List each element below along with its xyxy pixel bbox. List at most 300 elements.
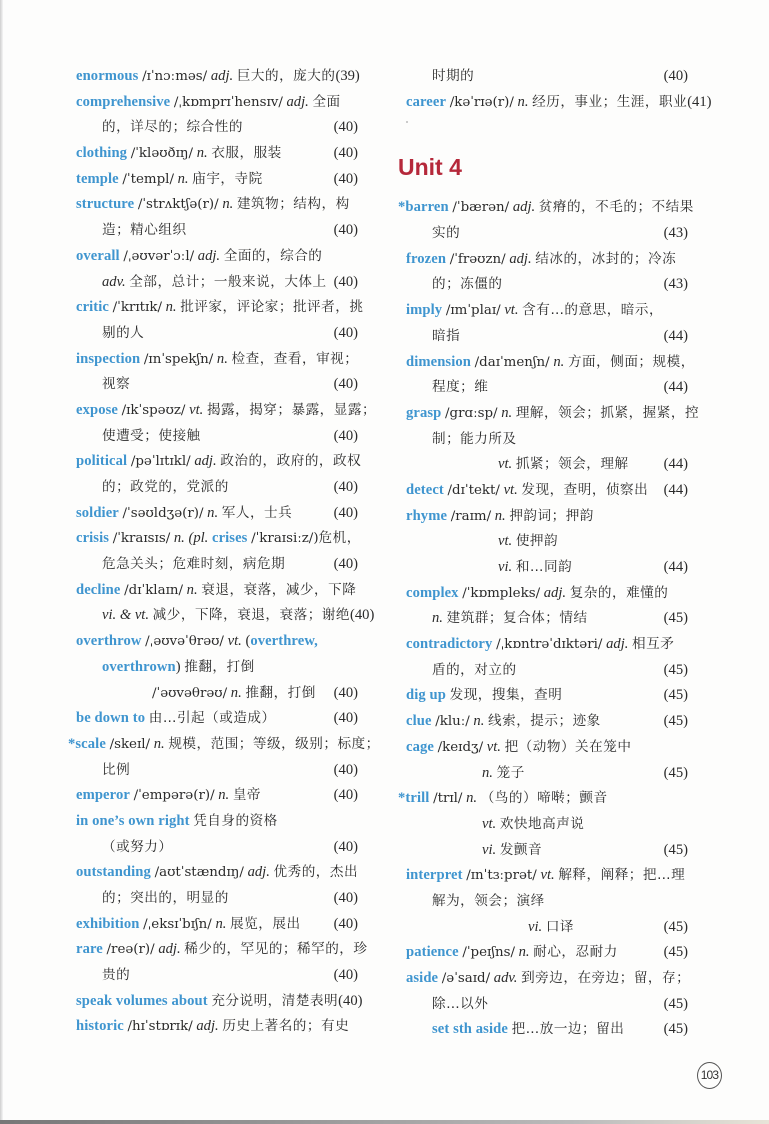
plural-label: (pl. [188,530,209,547]
part-of-speech: n. [173,530,185,547]
page-ref: (45) [663,661,688,678]
entry-rhyme [398,504,688,530]
headword: soldier [76,504,119,521]
phonetic: /ˌeksɪˈbɪʃn/ [143,916,212,932]
part-of-speech: adj. [543,584,567,601]
entry-barren-cont [398,221,688,247]
headword: interpret [406,867,463,884]
part-of-speech: adj. [158,941,181,958]
entry-set-sth-aside [398,1017,688,1043]
headword: crisis [76,530,110,547]
part-of-speech: n. [216,350,228,367]
entry-trill-sense2 [398,812,688,838]
part-of-speech: n. [222,196,234,213]
entry-temple [68,167,358,193]
definition: 经历，事业；生涯，职业 [532,93,688,110]
definition: 理解，领会；抓紧，握紧，控 [515,404,700,421]
definition: 规模，范围；等级，级别；标度； [168,735,380,752]
phonetic: /ˈəʊvəθrəʊ/ [152,685,228,701]
definition: 发颤音 [499,841,543,858]
page-ref: (45) [663,944,688,961]
definition: 笼子 [496,764,525,781]
page-ref: (45) [663,713,688,730]
definition-continued: 制；能力所及 [432,430,517,447]
entry-emperor [68,783,358,809]
entry-rare-cont [68,963,358,989]
headword: speak volumes about [76,992,208,1009]
entry-in-ones-own-right [68,809,358,835]
entry-exhibition [68,912,358,938]
page-ref: (40) [333,787,358,804]
definition: 皇帝 [232,787,262,804]
star-mark: * [398,790,406,807]
part-of-speech: vt. [503,481,518,498]
forms-close: ) [175,658,181,675]
part-of-speech: vi. [482,841,497,858]
page-ref: (40) [333,556,358,573]
forms-open: ( [245,633,251,650]
part-of-speech: vt. [504,302,519,319]
part-of-speech: vt. [498,533,513,550]
phonetic: /ˌəʊvəˈθrəʊ/ [145,634,224,650]
page-ref: (40) [333,222,358,239]
definition: 押韵词；押韵 [509,507,594,524]
entry-dimension [398,350,695,376]
headword: in one’s own right [76,812,190,829]
part-of-speech: n. [207,504,219,521]
entry-soldier [68,501,358,527]
part-of-speech: adv. [493,970,518,986]
page-ref: (40) [333,324,358,341]
page-ref: (40) [333,145,358,162]
entry-trill-sense3 [398,838,688,864]
page-ref: (45) [663,687,688,704]
page-ref: (40) [333,119,358,136]
spacer [398,115,688,135]
part-of-speech: vt. [540,867,555,884]
definition: 展览，展出 [230,915,301,932]
phonetic: /ˈkrɪtɪk/ [112,300,162,316]
page-ref: (40) [333,838,358,855]
page-ref: (40) [333,684,358,701]
definition: 检查，查看，审视； [231,350,359,367]
phonetic: /kəˈrɪə(r)/ [449,94,514,110]
entry-trill [398,786,688,812]
part-of-speech: vt. [482,815,497,832]
headword: overall [76,247,120,264]
part-of-speech: n. [553,353,565,370]
definition: 衰退，衰落，减少，下降 [201,581,357,598]
headword: contradictory [406,636,493,653]
phonetic: /daɪˈmenʃn/ [474,354,550,370]
definition: 稀少的，罕见的；稀罕的，珍 [184,941,368,958]
headword: emperor [76,787,130,804]
entry-comprehensive-cont [68,115,358,141]
headword: set sth aside [432,1021,508,1038]
part-of-speech: vi. [498,559,513,575]
page-ref: (40) [333,710,358,727]
phonetic: /ˌkɒntrəˈdɪktəri/ [496,637,603,653]
definition: 解释，阐释；把…理 [558,867,686,884]
entry-expose-cont [68,424,358,450]
entry-grasp-cont [398,427,688,453]
definition-continued: 贵的 [102,967,131,984]
page-ref: (45) [663,995,688,1012]
headword: critic [76,299,110,316]
entry-political-cont [68,475,358,501]
entry-critic [68,295,364,321]
definition: 结冰的，冰封的；冷冻 [535,250,677,267]
entry-rare [68,937,368,963]
definition: 由…引起（或造成） [148,710,276,727]
page-ref: (45) [663,610,688,627]
headword: dimension [406,353,471,370]
phonetic: /ˈkləʊðɪŋ/ [130,146,194,162]
part-of-speech: adj. [286,93,309,110]
phonetic: /keɪdʒ/ [437,739,484,755]
headword: barren [405,199,449,216]
entry-historic-cont [398,64,688,90]
phonetic: /reə(r)/ [106,942,155,958]
part-of-speech: vi. & vt. [102,607,150,624]
headword: decline [76,581,121,598]
definition-continued: 的；突出的，明显的 [102,890,229,906]
entry-contradictory [398,632,688,658]
page-ref: (40) [333,890,358,906]
entry-inspection-cont [68,372,358,398]
definition: 历史上著名的；有史 [222,1018,350,1035]
definition-continued: 视察 [102,376,131,393]
definition: 揭露，揭穿；暴露，显露； [206,401,377,418]
entry-critic-cont [68,321,358,347]
left-column [68,64,380,1040]
entry-outstanding [68,860,358,886]
right-column [398,64,712,1043]
part-of-speech: adj. [509,250,532,267]
entry-decline [68,578,358,604]
definition: （鸟的）啼啭；颤音 [480,790,608,807]
entry-dig-up [398,683,688,709]
page-ref: (44) [663,327,688,344]
phonetic: /trɪl/ [433,791,463,807]
phonetic: /ˈfrəʊzn/ [449,251,506,267]
phonetic: /kluː/ [435,714,470,730]
page-ref: (40) [333,273,358,290]
definition-continued: 危急关头；危难时刻，病危期 [102,556,286,573]
phonetic: /ˈtempl/ [122,171,174,187]
part-of-speech: n. [517,93,529,110]
page-number: 103 [697,1062,722,1089]
headword: clue [406,713,432,730]
definition: 充分说明，清楚表明 [211,992,339,1009]
phonetic: /skeɪl/ [109,736,151,752]
definition-continued: 造；精心组织 [102,222,187,239]
page-ref: (40) [333,170,358,187]
headword: inspection [76,350,141,367]
page-ref: (44) [663,456,688,473]
entry-cage-sense2 [398,761,688,787]
entry-grasp [398,401,700,427]
entry-overall-sense2 [68,270,358,296]
page-ref: (40) [333,376,358,393]
entry-barren [398,195,694,221]
entry-aside [398,966,691,992]
entry-crisis-cont [68,552,358,578]
definition: 全面 [312,93,341,110]
entry-career [398,90,712,116]
definition: 相互矛 [632,636,675,653]
phonetic: /grɑːsp/ [445,405,498,421]
definition-continued: （或努力） [102,838,173,855]
entry-frozen-cont [398,272,688,298]
definition-continued: 时期的 [432,68,475,84]
definition: 复杂的，难懂的 [569,584,669,601]
page-ref: (40) [349,607,375,624]
page-ref: (43) [663,225,688,242]
headword: rhyme [406,507,448,524]
phonetic: /ˌkɒmprɪˈhensɪv/ [173,94,283,110]
phonetic: /ˈpeɪʃns/ [462,945,515,961]
definition: 全部，总计；一般来说，大体上 [129,273,327,290]
definition: 政治的，政府的，政权 [220,453,362,470]
definition-continued: 暗指 [432,327,461,344]
definition: 优秀的，杰出 [273,864,359,881]
headword: rare [76,941,103,958]
entry-crisis [68,526,361,552]
headword: detect [406,481,444,498]
part-of-speech: adj. [194,453,217,470]
definition: 减少，下降，衰退，衰落；谢绝 [152,607,350,624]
part-of-speech: vt. [486,738,501,755]
past-participle-form: overthrown [102,658,176,675]
part-of-speech: n. [473,713,485,730]
definition: 衣服，服装 [211,145,282,162]
headword: enormous [76,68,139,84]
definition: 危机， [318,530,361,547]
definition: 发现，搜集，查明 [449,687,563,704]
definition: 到旁边，在旁边；留，存； [521,970,691,986]
entry-interpret [398,863,688,889]
part-of-speech: adj. [197,247,221,264]
headword: frozen [406,250,447,267]
headword: patience [406,944,459,961]
definition: 抓紧；领会，理解 [515,456,629,473]
part-of-speech: n. [196,145,208,162]
phonetic: /ˈstrʌktʃə(r)/ [137,197,219,213]
definition: 和…同韵 [515,559,573,575]
part-of-speech: n. [501,404,513,421]
entry-imply [398,298,688,324]
page-ref: (45) [663,918,688,935]
definition: 批评家，评论家；批评者，挑 [180,299,364,316]
headword: structure [76,196,135,213]
phonetic: /dɪˈklaɪn/ [124,582,183,598]
definition: 使押韵 [515,533,559,550]
page-ref: (40) [333,427,358,444]
definition-continued: 的；政党的，党派的 [102,479,229,495]
past-form: overthrew, [250,633,318,650]
page-ref: (44) [663,379,688,396]
definition-continued: 解为，领会；演绎 [432,892,545,909]
part-of-speech: adj. [196,1018,219,1035]
entry-imply-cont [398,324,688,350]
headword: outstanding [76,864,151,881]
page-ref: (45) [663,841,688,858]
headword: clothing [76,145,128,162]
headword: exhibition [76,915,140,932]
entry-decline-sense2 [68,603,375,629]
headword: historic [76,1018,124,1035]
definition-continued: 的，详尽的；综合性的 [102,119,243,136]
entry-overthrow-forms [68,655,358,681]
definition-continued: 实的 [432,225,461,242]
page-ref: (40) [663,68,688,84]
part-of-speech: n. [165,299,177,316]
phonetic: /dɪˈtekt/ [447,482,500,498]
entry-complex-sense2 [398,606,688,632]
headword: grasp [406,404,442,421]
entry-grasp-sense2 [398,452,688,478]
definition: 方面，侧面；规模， [567,353,695,370]
part-of-speech: n. [215,915,227,932]
page-ref: (40) [333,761,358,778]
page-edge-bottom [0,1120,769,1124]
entry-overall [68,244,358,270]
part-of-speech: vi. [528,918,543,935]
definition: 贫瘠的，不毛的；不结果 [538,199,694,216]
page-ref: (44) [663,481,688,498]
phonetic: /ɪmˈplaɪ/ [445,303,501,319]
part-of-speech: n. [466,790,478,807]
part-of-speech: n. [186,581,198,598]
part-of-speech: n. [153,735,165,752]
phonetic: /ɪˈnɔːməs/ [142,69,208,84]
entry-interpret-sense2 [398,915,688,941]
part-of-speech: n. [432,610,443,627]
definition: 庙宇，寺院 [192,170,263,187]
entry-structure [68,192,358,218]
headword: be down to [76,710,146,727]
phonetic: /ɪnˈspekʃn/ [143,351,214,367]
plural-phonetic: /ˈkraɪsiːz/) [251,531,319,547]
part-of-speech: vt. [498,456,513,473]
entry-patience [398,940,688,966]
headword: overthrow [76,633,142,650]
entry-contradictory-cont [398,658,688,684]
definition: 发现，查明，侦察出 [521,481,649,498]
entry-be-down-to [68,706,358,732]
part-of-speech: adj. [210,68,234,84]
part-of-speech: vt. [189,401,204,418]
phonetic: /ˈempərə(r)/ [133,788,215,804]
entry-rhyme-sense2 [398,529,688,555]
headword: scale [75,735,106,752]
part-of-speech: adv. [102,273,126,290]
star-mark: * [68,735,76,752]
phonetic: /hɪˈstɒrɪk/ [127,1019,193,1035]
phonetic: /əˈsaɪd/ [441,971,491,986]
part-of-speech: adj. [512,199,536,216]
definition: 凭自身的资格 [193,812,278,829]
definition: 建筑物；结构，构 [236,196,350,213]
headword: complex [406,584,459,601]
entry-detect [398,478,688,504]
headword: imply [406,302,443,319]
entry-overthrow-noun [68,681,358,707]
entry-clothing [68,141,358,167]
entry-scale-cont [68,758,358,784]
phonetic: /ɪnˈtɜːprət/ [466,868,537,884]
phonetic: /ˈkraɪsɪs/ [112,531,171,547]
page-edge-left [0,0,3,1124]
part-of-speech: adj. [247,864,270,881]
part-of-speech: n. [230,684,242,701]
unit-heading: Unit 4 [398,154,462,181]
definition: 军人，士兵 [221,504,293,521]
page-ref: (40) [333,479,358,495]
phonetic: /raɪm/ [450,508,492,524]
page-ref: (45) [663,1021,688,1038]
part-of-speech: vt. [227,633,242,650]
entry-expose [68,398,377,424]
entry-inspection [68,347,358,373]
definition: 含有…的意思，暗示， [522,302,664,319]
part-of-speech: n. [494,507,506,524]
entry-enormous [68,64,358,90]
phonetic: /ˈsəʊldʒə(r)/ [122,505,204,521]
definition: 把（动物）关在笼中 [504,738,632,755]
page-ref: (44) [663,559,688,575]
entry-aside-cont [398,992,688,1018]
definition: 全面的，综合的 [223,247,323,264]
headword: political [76,453,128,470]
entry-speak-volumes-about [68,989,363,1015]
headword: comprehensive [76,93,171,110]
phonetic: /ˈkɒmpleks/ [462,585,541,601]
plural-form: crises [212,530,248,547]
entry-complex [398,581,688,607]
phonetic: /aʊtˈstændɪŋ/ [154,865,244,881]
entry-interpret-cont [398,889,688,915]
definition-continued: 盾的，对立的 [432,661,517,678]
entry-in-ones-own-right-cont [68,835,358,861]
part-of-speech: adj. [606,636,629,653]
headword: expose [76,401,118,418]
phonetic: /pəˈlɪtɪkl/ [130,454,191,470]
part-of-speech: n. [518,944,530,961]
page-ref: (41) [687,93,712,110]
page-ref: (40) [333,504,358,521]
page-ref: (39) [335,68,360,84]
phonetic: /ˌəʊvərˈɔːl/ [123,248,195,264]
entry-cage [398,735,688,761]
definition-continued: 比例 [102,761,131,778]
entry-outstanding-cont [68,886,358,912]
entry-historic [68,1014,358,1040]
entry-political [68,449,362,475]
entry-rhyme-sense3 [398,555,688,581]
stray-dot [406,121,408,123]
definition: 推翻，打倒 [184,658,255,675]
definition-continued: 剔的人 [102,324,145,341]
part-of-speech: n. [177,170,189,187]
page-ref: (40) [333,967,358,984]
headword: cage [406,738,434,755]
entry-structure-cont [68,218,358,244]
definition: 把…放一边；留出 [511,1021,625,1038]
entry-clue [398,709,688,735]
page-ref: (40) [338,992,363,1009]
